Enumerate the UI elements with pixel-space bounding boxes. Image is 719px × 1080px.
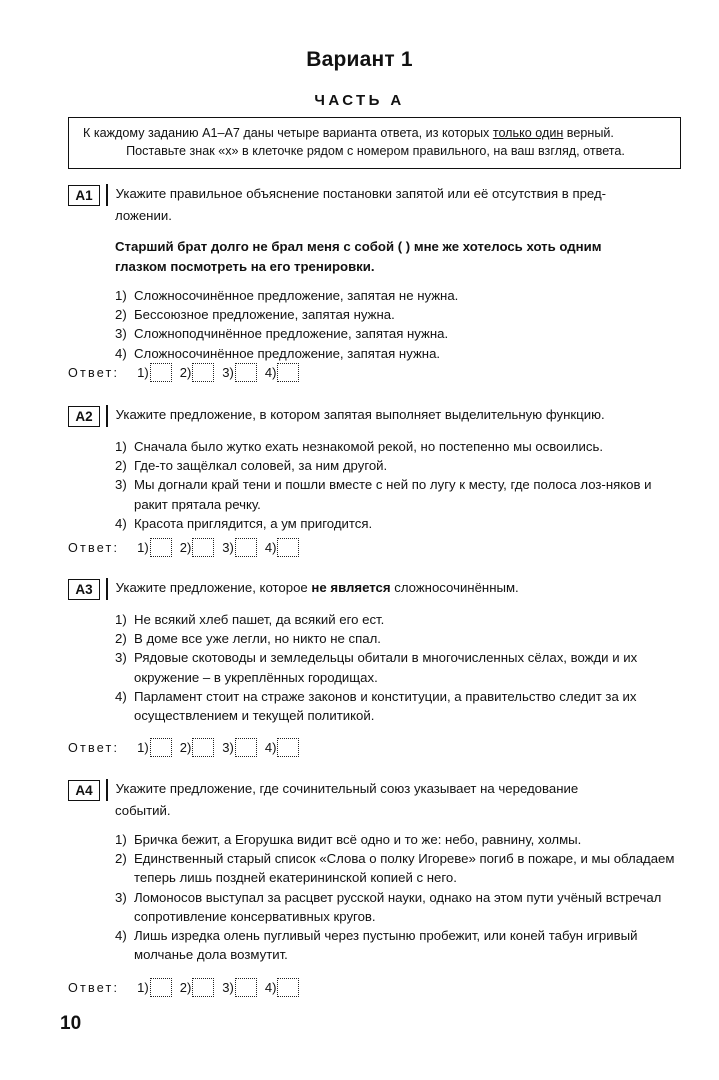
list-item[interactable]	[115, 286, 681, 305]
answer-label: Ответ:	[68, 365, 120, 380]
task-a4-options	[68, 830, 681, 964]
answer-choice-3[interactable]	[222, 363, 257, 382]
answer-checkbox[interactable]	[277, 738, 299, 757]
option-number: 4)	[115, 515, 127, 531]
option-number: 3)	[115, 326, 127, 342]
task-a1-prompt-line-2: ложении.	[115, 208, 172, 223]
answer-checkbox[interactable]	[192, 978, 214, 997]
answer-choice-number: 2)	[179, 365, 192, 380]
task-a1	[68, 184, 681, 363]
answer-checkbox[interactable]	[235, 738, 257, 757]
list-item[interactable]	[115, 344, 681, 363]
answer-choice-number: 4)	[264, 980, 277, 995]
option-number: 1)	[115, 288, 127, 303]
task-a1-stimulus-line-2: глазком посмотреть на его тренировки.	[115, 258, 375, 274]
task-a1-stimulus	[68, 237, 681, 276]
task-a3-prompt-b: сложносочинённым.	[390, 580, 519, 595]
page-number: 10	[60, 1013, 82, 1034]
task-a1-tag: А1	[68, 185, 100, 206]
option-text: В доме все уже легли, но никто не спал.	[134, 631, 381, 647]
option-number: 4)	[115, 345, 127, 361]
list-item[interactable]	[115, 830, 681, 849]
option-text: Не всякий хлеб пашет, да всякий его ест.	[134, 612, 385, 627]
answer-choice-number: 2)	[179, 980, 192, 995]
option-text: Единственный старый список «Слова о полку Игореве» погиб в пожаре, и мы обладаем теперь лишь поздней екатерининской копией с него.	[134, 851, 675, 886]
answer-choice-3[interactable]	[222, 538, 257, 557]
answer-choice-4[interactable]	[265, 978, 300, 997]
task-a3	[68, 578, 681, 725]
answer-choice-number: 3)	[222, 540, 234, 555]
answer-checkbox[interactable]	[277, 978, 299, 997]
task-a3-prompt-a: Укажите предложение, которое	[115, 580, 312, 595]
answer-choice-number: 2)	[179, 740, 192, 755]
list-item[interactable]	[115, 648, 681, 686]
task-a1-options	[68, 286, 681, 363]
answer-choice-number: 1)	[137, 540, 149, 555]
option-text: Сложносочинённое предложение, запятая нужна.	[134, 345, 441, 361]
list-item[interactable]	[115, 324, 681, 343]
answer-choice-number: 3)	[222, 740, 234, 755]
task-a1-prompt-line-1: Укажите правильное объяснение постановки запятой или её отсутствия в пред-	[115, 186, 607, 201]
instruction-box	[68, 117, 681, 169]
instruction-emphasis: только один	[492, 126, 564, 140]
answer-checkbox[interactable]	[150, 738, 172, 757]
answer-choice-2[interactable]	[180, 363, 215, 382]
answer-choice-number: 3)	[222, 980, 234, 995]
answer-checkbox[interactable]	[235, 363, 257, 382]
answer-row-a2	[68, 538, 307, 557]
option-number: 2)	[115, 631, 127, 647]
list-item[interactable]	[115, 926, 681, 964]
instruction-line-2: Поставьте знак «х» в клеточке рядом с номером правильного, на ваш взгляд, ответа.	[126, 143, 625, 158]
answer-checkbox[interactable]	[150, 538, 172, 557]
option-text: Сначала было жутко ехать незнакомой рекой, но постепенно мы освоились.	[134, 439, 604, 454]
task-a3-prompt-emphasis: не является	[311, 580, 391, 595]
option-number: 1)	[115, 832, 127, 847]
task-a3-options	[68, 610, 681, 725]
instruction-text-c: верный.	[563, 126, 614, 140]
answer-choice-number: 1)	[137, 365, 149, 380]
task-a4	[68, 779, 681, 964]
option-text: Сложноподчинённое предложение, запятая нужна.	[134, 326, 449, 342]
answer-choice-4[interactable]	[265, 363, 300, 382]
task-a2-prompt: Укажите предложение, в котором запятая выполняет выделительную функцию.	[115, 407, 605, 422]
option-number: 3)	[115, 889, 127, 905]
task-a3-prompt	[108, 578, 681, 597]
task-a1-prompt	[108, 184, 681, 203]
option-number: 1)	[115, 612, 127, 627]
answer-choice-1[interactable]	[137, 738, 172, 757]
answer-label: Ответ:	[68, 540, 120, 555]
task-a1-stimulus-line-1: Старший брат долго не брал меня с собой ( ) мне же хотелось хоть одним	[115, 239, 602, 254]
option-number: 2)	[115, 458, 127, 474]
answer-choice-number: 4)	[264, 365, 277, 380]
answer-row-a1	[68, 363, 307, 382]
answer-choice-3[interactable]	[222, 978, 257, 997]
answer-row-a4	[68, 978, 307, 997]
option-number: 4)	[115, 928, 127, 944]
list-item[interactable]	[115, 456, 681, 475]
instruction-text-b: А7 даны четыре варианта ответа, из которых	[224, 126, 493, 140]
option-text: Где-то защёлкал соловей, за ним другой.	[134, 458, 388, 474]
list-item[interactable]	[115, 629, 681, 648]
option-number: 2)	[115, 307, 127, 323]
list-item[interactable]	[115, 888, 681, 926]
part-title: ЧАСТЬ А	[314, 92, 405, 109]
answer-choice-1[interactable]	[137, 538, 172, 557]
answer-choice-4[interactable]	[265, 738, 300, 757]
option-number: 4)	[115, 688, 127, 704]
task-a2-header	[68, 405, 681, 427]
list-item[interactable]	[115, 514, 681, 533]
option-text: Лишь изредка олень пугливый через пустыню пробежит, или коней табун игривый молчанье дола возмутит.	[134, 928, 638, 963]
option-text: Красота приглядится, а ум пригодится.	[134, 515, 373, 531]
answer-checkbox[interactable]	[235, 538, 257, 557]
answer-checkbox[interactable]	[192, 538, 214, 557]
option-text: Парламент стоит на страже законов и конституции, а правительство следит за их осуществлением и текущей политикой.	[134, 688, 637, 724]
task-a3-tag: А3	[68, 579, 100, 600]
task-a4-prompt: Укажите предложение, где сочинительный союз указывает на чередование	[115, 781, 579, 796]
option-text: Бричка бежит, а Егорушка видит всё одно и то же: небо, равнину, холмы.	[134, 832, 582, 847]
answer-checkbox[interactable]	[192, 738, 214, 757]
list-item[interactable]	[115, 849, 681, 887]
answer-choice-2[interactable]	[180, 738, 215, 757]
task-a4-prompt-line-2: событий.	[115, 803, 171, 818]
list-item[interactable]	[115, 687, 681, 725]
option-number: 3)	[115, 650, 127, 666]
task-a1-header	[68, 184, 681, 206]
task-a4-tag: А4	[68, 780, 100, 801]
answer-checkbox[interactable]	[150, 363, 172, 382]
list-item[interactable]	[115, 610, 681, 629]
answer-label: Ответ:	[68, 740, 120, 755]
option-number: 1)	[115, 439, 127, 454]
answer-choice-3[interactable]	[222, 738, 257, 757]
answer-choice-1[interactable]	[137, 363, 172, 382]
task-a2-options	[68, 437, 681, 533]
task-a4-header	[68, 779, 681, 801]
answer-choice-number: 1)	[137, 740, 149, 755]
answer-checkbox[interactable]	[192, 363, 214, 382]
answer-label: Ответ:	[68, 980, 120, 995]
option-number: 2)	[115, 851, 127, 867]
answer-choice-2[interactable]	[180, 538, 215, 557]
answer-choice-2[interactable]	[180, 978, 215, 997]
instruction-dash: –	[217, 126, 225, 140]
answer-choice-number: 4)	[264, 740, 277, 755]
option-text: Рядовые скотоводы и земледельцы обитали в многочисленных сёлах, вожди и их окружение – в укреплённых городищах.	[134, 650, 638, 685]
answer-choice-number: 1)	[137, 980, 149, 995]
answer-choice-number: 2)	[179, 540, 192, 555]
option-text: Бессоюзное предложение, запятая нужна.	[134, 307, 395, 323]
answer-checkbox[interactable]	[277, 363, 299, 382]
answer-checkbox[interactable]	[235, 978, 257, 997]
task-a2	[68, 405, 681, 533]
list-item[interactable]	[115, 475, 681, 513]
answer-checkbox[interactable]	[277, 538, 299, 557]
page-title: Вариант 1	[306, 48, 413, 71]
answer-choice-1[interactable]	[137, 978, 172, 997]
list-item[interactable]	[115, 437, 681, 456]
instruction-line-1	[83, 125, 668, 143]
option-number: 3)	[115, 477, 127, 493]
instruction-text-a: К каждому заданию А1	[83, 126, 218, 140]
list-item[interactable]	[115, 305, 681, 324]
task-a3-header	[68, 578, 681, 600]
task-a2-tag: А2	[68, 406, 100, 427]
answer-choice-number: 4)	[264, 540, 277, 555]
answer-choice-number: 3)	[222, 365, 234, 380]
answer-choice-4[interactable]	[265, 538, 300, 557]
option-text: Ломоносов выступал за расцвет русской науки, однако на этом пути учёный встречал сопротивление консервативных кругов.	[134, 889, 662, 924]
answer-checkbox[interactable]	[150, 978, 172, 997]
answer-row-a3	[68, 738, 307, 757]
option-text: Сложносочинённое предложение, запятая не нужна.	[134, 288, 459, 303]
option-text: Мы догнали край тени и пошли вместе с ней по лугу к месту, где полоса лоз-няков и ракит прятала речку.	[134, 477, 652, 512]
